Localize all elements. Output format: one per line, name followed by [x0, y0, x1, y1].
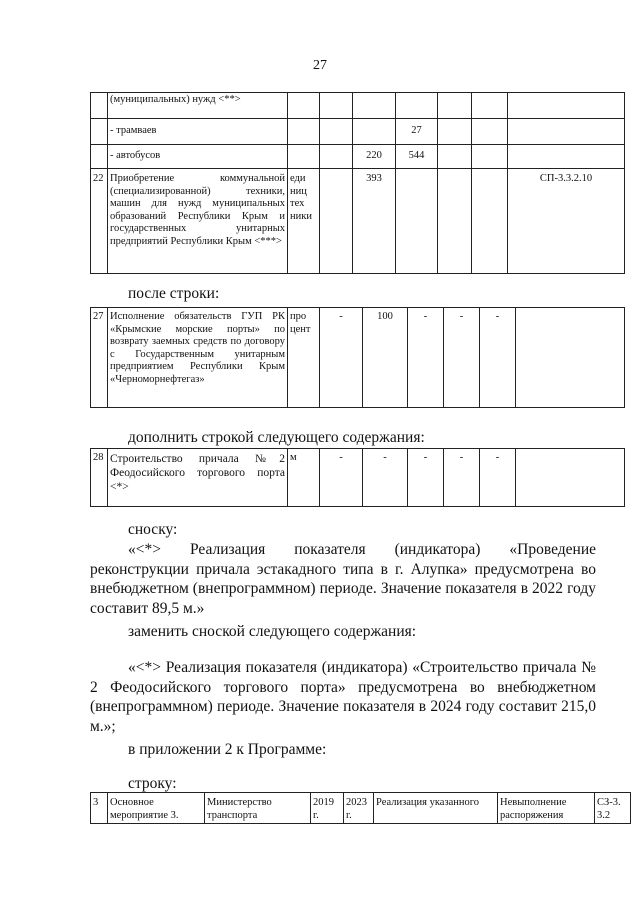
table-cell: - — [320, 308, 363, 408]
table-cell — [472, 169, 508, 274]
table-cell: Реализация указанного — [374, 793, 498, 824]
table-cell — [91, 145, 108, 169]
table-cell: 220 — [353, 145, 396, 169]
table-row — [91, 145, 625, 169]
table-cell — [396, 93, 438, 119]
program-events-table — [90, 792, 631, 824]
table-cell: - — [408, 308, 444, 408]
add-row-label: дополнить строкой следующего содержания: — [128, 429, 425, 446]
table-cell: 100 — [363, 308, 408, 408]
table-cell: - автобусов — [108, 145, 288, 169]
table-cell: 2019 г. — [311, 793, 344, 824]
table-cell: Исполнение обязательств ГУП РК «Крымские морские порты» по возврату заемных средств по договору с Государственным унитарным предприятием Республики Крым «Черноморнефтегаз» — [108, 308, 288, 408]
table-cell — [438, 93, 472, 119]
table-cell — [438, 169, 472, 274]
table-row — [91, 119, 625, 145]
page-number: 27 — [313, 58, 327, 73]
table-cell: еди ниц тех ники — [288, 169, 320, 274]
table-cell — [320, 169, 353, 274]
table-cell: (муниципальных) нужд <**> — [108, 93, 288, 119]
table-cell: - трамваев — [108, 119, 288, 145]
table-cell — [508, 119, 625, 145]
footnote-new-text: «<*> Реализация показателя (индикатора) «Строительство причала № 2 Феодосийского торгового порта» предусмотрена во внебюджетном (внепрограммном) периоде. Значение показателя в 2024 году составит 215,0 м.»; — [90, 659, 596, 735]
table-row — [91, 449, 625, 507]
table-cell: - — [408, 449, 444, 507]
table-cell: - — [480, 308, 516, 408]
row-label: строку: — [128, 775, 177, 792]
table-cell: м — [288, 449, 320, 507]
table-cell: Строительство причала №2 Феодосийского торгового порта <*> — [108, 449, 288, 507]
table-cell: СП-3.3.2.10 — [508, 169, 625, 274]
table-cell — [288, 119, 320, 145]
table-cell: Основное мероприятие 3. — [108, 793, 205, 824]
table-cell: 27 — [91, 308, 108, 408]
table-cell — [91, 119, 108, 145]
table-cell — [438, 145, 472, 169]
indicator-table-new — [90, 448, 625, 507]
table-cell: - — [363, 449, 408, 507]
table-cell: СЗ-3.3.2 — [595, 793, 631, 824]
table-cell — [320, 119, 353, 145]
table-cell: 27 — [396, 119, 438, 145]
table-cell: Министерство транспорта — [205, 793, 311, 824]
table-cell — [320, 93, 353, 119]
table-cell — [353, 93, 396, 119]
footnote-label: сноску: — [128, 521, 178, 538]
table-cell — [516, 308, 625, 408]
table-cell: Невыполнение распоряжения — [498, 793, 595, 824]
table-cell — [472, 119, 508, 145]
table-cell — [353, 119, 396, 145]
appendix-label: в приложении 2 к Программе: — [128, 741, 327, 758]
table-cell: - — [480, 449, 516, 507]
table-cell — [288, 145, 320, 169]
table-cell: 393 — [353, 169, 396, 274]
indicator-table-top — [90, 92, 625, 274]
table-cell — [91, 93, 108, 119]
table-cell: Приобретение коммунальной (специализированной) техники, машин для нужд муниципальных образований Республики Крым и государственных унитарных предприятий Республики Крым <***> — [108, 169, 288, 274]
table-cell: 3 — [91, 793, 108, 824]
table-cell — [508, 93, 625, 119]
replace-label: заменить сноской следующего содержания: — [128, 623, 417, 640]
table-cell — [396, 169, 438, 274]
table-cell — [516, 449, 625, 507]
table-cell — [508, 145, 625, 169]
table-cell — [472, 145, 508, 169]
table-cell: про цент — [288, 308, 320, 408]
table-cell: - — [444, 449, 480, 507]
table-row — [91, 308, 625, 408]
table-cell — [288, 93, 320, 119]
table-cell: 544 — [396, 145, 438, 169]
after-row-label: после строки: — [128, 285, 220, 302]
table-cell: - — [444, 308, 480, 408]
table-row — [91, 793, 631, 824]
table-cell: 28 — [91, 449, 108, 507]
table-cell: - — [320, 449, 363, 507]
table-cell: 22 — [91, 169, 108, 274]
indicator-table-existing — [90, 307, 625, 408]
table-row — [91, 169, 625, 274]
table-cell: 2023 г. — [344, 793, 374, 824]
table-cell — [320, 145, 353, 169]
table-row — [91, 93, 625, 119]
table-cell — [472, 93, 508, 119]
footnote-old-text: «<*> Реализация показателя (индикатора) «Проведение реконструкции причала эстакадного типа в г. Алупка» предусмотрена во внебюджетном (внепрограммном) периоде. Значение показателя в 2022 году составит 89,5 м.» — [90, 541, 596, 617]
table-cell — [438, 119, 472, 145]
